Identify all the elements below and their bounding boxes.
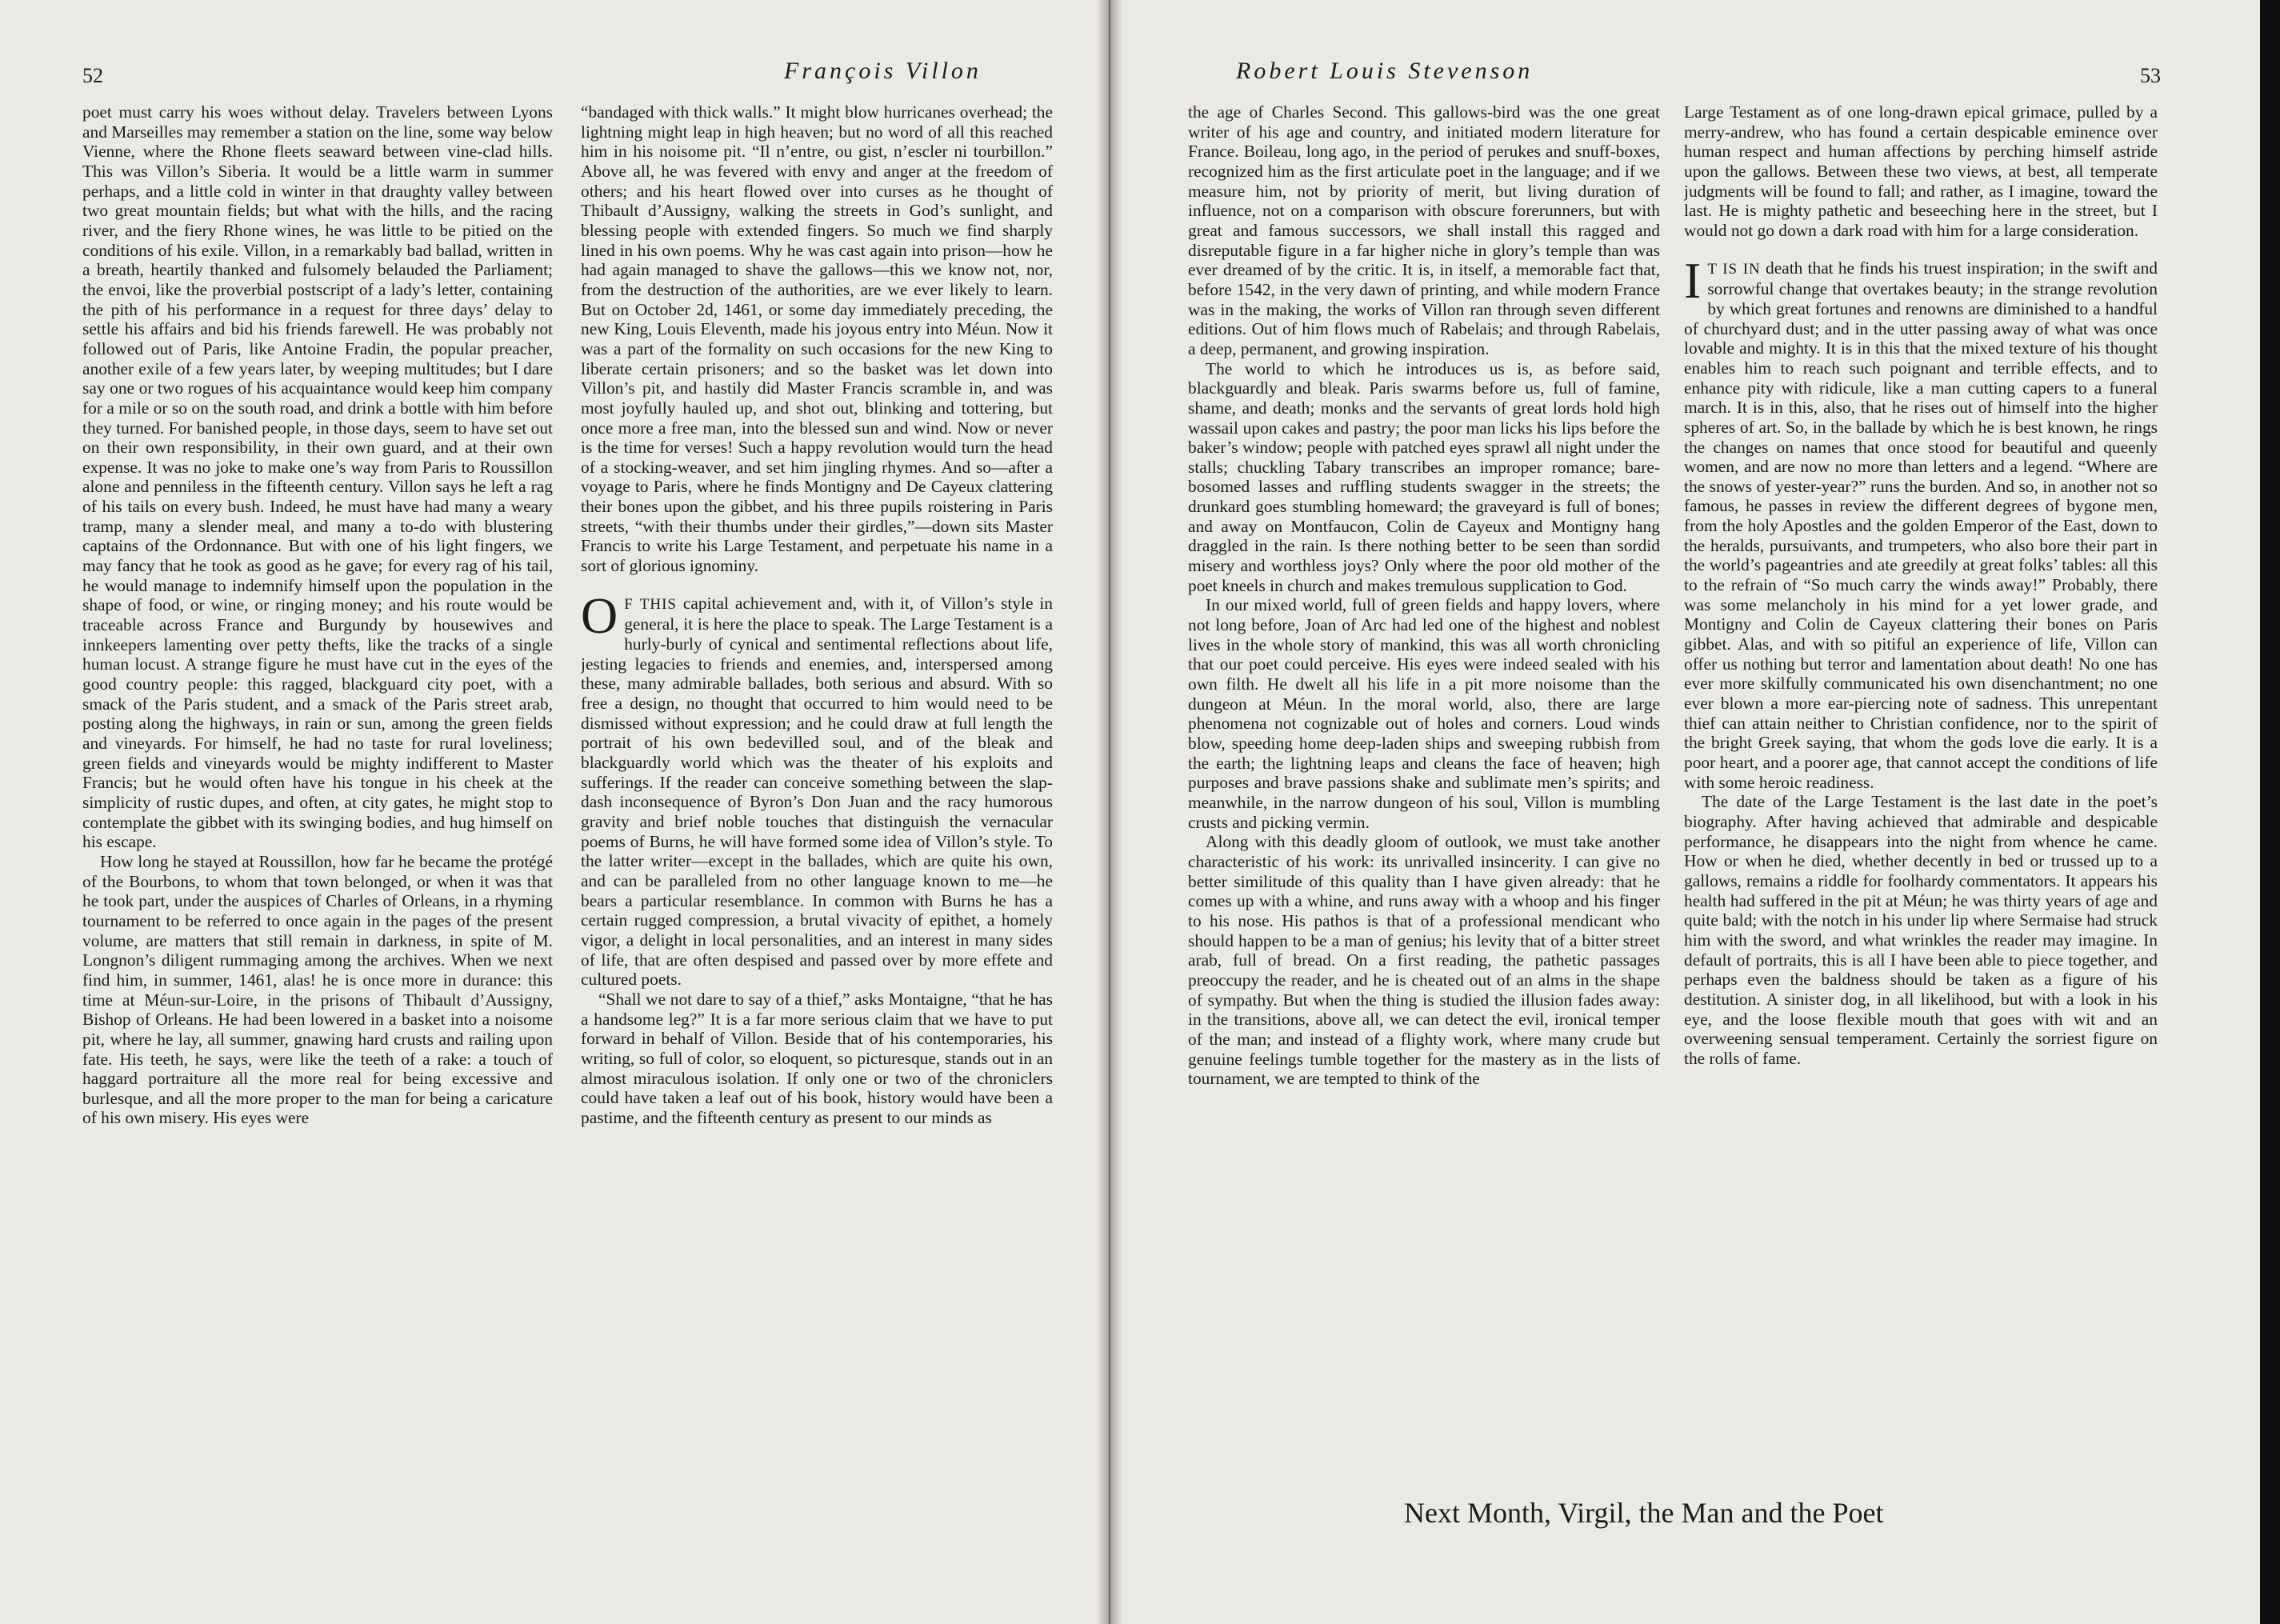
book-gutter — [1096, 0, 1123, 1624]
running-head-left: François Villon — [784, 58, 982, 84]
page-edge — [2260, 0, 2280, 1624]
next-month-notice: Next Month, Virgil, the Man and the Poet — [1404, 1497, 1884, 1529]
paragraph-text: death that he finds his truest inspiration; in the swift and sorrowful change that overtakes beauty; in the strange revolution by which great fortunes and renowns are diminished to a handful of churchyard dust; and in the utter passing away of what was once lovable and mighty. It is in this that the mixed texture of his thought enables him to reach such poignant and terrible effects, and to enhance pity with ridicule, like a man cutting capers to a funeral march. It is in this, also, that he rises out of himself into the higher spheres of art. So, in the ballade by which he is best known, he rings the changes on names that once stood for beautiful and queenly women, and are now no more than letters and a legend. “Where are the snows of yester-year?” runs the burden. And so, in another not so famous, he passes in review the different degrees of bygone men, from the holy Apostles and the golden Emperor of the East, down to the heralds, pursuivants, and trumpeters, who also bore their part in the world’s pageantries and ate greedily at great folks’ tables: all this to the refrain of “So much carry the winds away!” Probably, there was some melancholy in his mind for a yet lower grade, and Montigny and Colin de Cayeux clattering their bones on Paris gibbet. Alas, and with so pitiful an experience of life, Villon can offer us nothing but terror and lamentation about death! No one has ever more skilfully communicated his own disenchantment; no one ever blown a more ear-piercing note of sadness. This unrepentant thief can attain neither to Christian confidence, nor to the spirit of the bright Greek saying, that whom the gods love die early. It is a poor heart, and a poorer age, that cannot accept the conditions of life with some heroic readiness. — [1684, 258, 2158, 792]
paragraph: Along with this deadly gloom of outlook, we must take another characteristic of his work: its unrivalled insincerity. I can give no better similitude of this quality than I have given already: that he comes up with a whine, and runs away with a whoop and his finger to his nose. His pathos is that of a professional mendicant who should happen to be a man of genius; his levity that of a bitter street arab, full of bread. On a first reading, the pathetic passages preoccupy the reader, and he is cheated out of an alms in the shape of sympathy. But when the thing is studied the illusion fades away: in the transitions, above all, we can detect the evil, ironical temper of the man; and instead of a flighty work, where many crude but genuine feelings tumble together for the mastery as in the lists of tournament, we are tempted to think of the — [1188, 832, 1660, 1089]
paragraph-dropcap — [1684, 251, 2158, 793]
left-column-1 — [82, 102, 553, 1606]
right-page — [1108, 0, 2260, 1624]
paragraph: In our mixed world, full of green fields and happy lovers, where not long before, Joan of Arc had led one of the highest and noblest lives in the whole story of mankind, this was all worth chronicling that our poet could perceive. His eyes were indeed sealed with his own filth. He dwelt all his life in a pit more noisome than the dungeon at Méun. In the moral world, also, there are large phenomena not cognizable out of holes and corners. Loud winds blow, speeding home deep-laden ships and sweeping rubbish from the earth; the lightning leaps and cleans the face of heaven; high purposes and brave passions shake and sublimate men’s spirits; and meanwhile, in the narrow dungeon of his soul, Villon is mumbling crusts and picking vermin. — [1188, 595, 1660, 832]
paragraph: “bandaged with thick walls.” It might blow hurricanes overhead; the lightning might leap in high heaven; but no word of all this reached him in his noisome pit. “Il n’entre, ou gist, n’escler ni tourbillon.” Above all, he was fevered with envy and anger at the freedom of others; and his heart flowed over into curses as he thought of Thibault d’Aussigny, walking the streets in God’s sunlight, and blessing people with extended fingers. So much we find sharply lined in his own poems. Why he was cast again into prison—how he had again managed to shave the gallows—this we know not, nor, from the destruction of the authorities, are we ever likely to learn. But on October 2d, 1461, or some day immediately preceding, the new King, Louis Eleventh, made his joyous entry into Méun. Now it was a part of the formality on such occasions for the new King to liberate certain prisoners; and so the basket was let down into Villon’s pit, and hastily did Master Francis scramble in, and was most joyfully hauled up, and shot out, blinking and tottering, but once more a free man, into the blessed sun and wind. Now or never is the time for verses! Such a happy revolution would turn the head of a stocking-weaver, and set him jingling rhymes. And so—after a voyage to Paris, where he finds Montigny and De Cayeux clattering their bones upon the gibbet, and his three pupils roistering in Paris streets, “with their thumbs under their girdles,”—down sits Master Francis to write his Large Testament, and perpetuate his name in a sort of glorious ignominy. — [581, 102, 1053, 576]
page-number-left: 52 — [82, 64, 103, 87]
right-column-2 — [1684, 102, 2158, 1478]
paragraph: poet must carry his woes without delay. Travelers between Lyons and Marseilles may remember a station on the line, some way below Vienne, where the Rhone fleets seaward between vine-clad hills. This was Villon’s Siberia. It would be a little warm in summer perhaps, and a little cold in winter in that draughty valley between two great mountain fields; but what with the hills, and the racing river, and the fiery Rhone wines, he was little to be pitied on the conditions of his exile. Villon, in a remarkably bad ballad, written in a breath, heartily thanked and fulsomely belauded the Parliament; the envoi, like the proverbial postscript of a lady’s letter, containing the pith of his performance in a request for three days’ delay to settle his affairs and bid his friends farewell. He was probably not followed out of Paris, like Antoine Fradin, the popular preacher, another exile of a few years later, by weeping multitudes; but I dare say one or two rogues of his acquaintance would keep him company for a mile or so on the south road, and drink a bottle with him before they turned. For banished people, in those days, seem to have set out on their own responsibility, in their own guard, and at their own expense. It was no joke to make one’s way from Paris to Roussillon alone and penniless in the fifteenth century. Villon says he left a rag of his tails on every bush. Indeed, he must have had many a weary tramp, many a slender meal, and many a to-do with blustering captains of the Ordonnance. But with one of his light fingers, we may fancy that he took as good as he gave; for every rag of his tail, he would manage to indemnify himself upon the population in the shape of food, or wine, or ringing money; and his route would be traceable across France and Burgundy by housewives and innkeepers lamenting over petty thefts, like the tracks of a single human locust. A strange figure he must have cut in the eyes of the good country people: this ragged, blackguard city poet, with a smack of the Paris student, and a smack of the Paris street arab, posting along the highways, in rain or sun, among the green fields and vineyards. For himself, he had no taste for rural loveliness; green fields and vineyards would be mighty indifferent to Master Francis; but he would often have his tongue in his cheek at the simplicity of rustic dupes, and often, at city gates, he might stop to contemplate the gibbet with its swinging bodies, and hug himself on his escape. — [82, 102, 553, 852]
small-caps-lead: T IS IN — [1707, 260, 1761, 278]
small-caps-lead: F THIS — [624, 595, 677, 613]
paragraph: the age of Charles Second. This gallows-bird was the one great writer of his age and country, and initiated modern literature for France. Boileau, long ago, in the period of perukes and snuff-boxes, recognized him as the first articulate poet in the language; and if we measure him, not by priority of merit, but living duration of influence, not on a comparison with obscure forerunners, but with great and famous successors, we shall install this ragged and disreputable figure in a far higher niche in glory’s temple than was ever dreamed of by the critic. It is, in itself, a memorable fact that, before 1542, in the very dawn of printing, and while modern France was in the making, the works of Villon ran through seven different editions. Out of him flows much of Rabelais; and through Rabelais, a deep, permanent, and growing inspiration. — [1188, 102, 1660, 358]
paragraph: How long he stayed at Roussillon, how far he became the protégé of the Bourbons, to whom that town belonged, or when it was that he took part, under the auspices of Charles of Orleans, in a rhyming tournament to be referred to once again in the pages of the present volume, are matters that still remain in darkness, in spite of M. Longnon’s diligent rummaging among the archives. When we next find him, in summer, 1461, alas! he is once more in durance: this time at Méun-sur-Loire, in the prisons of Thibault d’Aussigny, Bishop of Orleans. He had been lowered in a basket into a noisome pit, where he lay, all summer, gnawing hard crusts and railing upon fate. His teeth, he says, were like the teeth of a rake: a touch of haggard portraiture all the more real for being excessive and burlesque, and all the more proper to the man for being a caricature of his own misery. His eyes were — [82, 851, 553, 1128]
paragraph-dropcap — [581, 586, 1053, 990]
drop-cap: O — [581, 586, 618, 644]
left-page — [0, 0, 1108, 1624]
left-column-2 — [581, 102, 1053, 1606]
drop-cap: I — [1684, 251, 1702, 309]
running-head-right: Robert Louis Stevenson — [1236, 58, 1534, 84]
paragraph: Large Testament as of one long-drawn epical grimace, pulled by a merry-andrew, who has found a certain despicable eminence over human respect and human affections by perching himself astride upon the gallows. Between these two views, at best, all temperate judgments will be found to fall; and rather, as I imagine, toward the last. He is mighty pathetic and beseeching here in the street, but I would not go down a dark road with him for a large consideration. — [1684, 102, 2158, 240]
page-number-right: 53 — [2140, 64, 2161, 87]
right-column-1 — [1188, 102, 1660, 1606]
paragraph-text: capital achievement and, with it, of Villon’s style in general, it is here the place to speak. The Large Testament is a hurly-burly of cynical and sentimental reflections about life, jesting legacies to friends and enemies, and, interspersed among these, many admirable ballades, both serious and absurd. With so free a design, no thought that occurred to him would need to be dismissed without expression; and he could draw at full length the portrait of his own bedevilled soul, and of the bleak and blackguardly world which was the theater of his exploits and sufferings. If the reader can conceive something between the slap-dash inconsequence of Byron’s Don Juan and the racy humorous gravity and brief noble touches that distinguish the vernacular poems of Burns, he will have formed some idea of Villon’s style. To the latter writer—except in the ballades, which are quite his own, and can be paralleled from no other language known to me—he bears a particular resemblance. In common with Burns he has a certain rugged compression, a brutal vivacity of epithet, a homely vigor, a delight in local personalities, and an interest in many sides of life, that are often despised and passed over by more effete and cultured poets. — [581, 593, 1053, 990]
paragraph: The date of the Large Testament is the last date in the poet’s biography. After having achieved that admirable and despicable performance, he disappears into the night from whence he came. How or when he died, whether decently in bed or trussed up to a gallows, remains a riddle for foolhardy commentators. It appears his health had suffered in the pit at Méun; he was thirty years of age and quite bald; with the notch in his under lip where Sermaise had struck him with the sword, and what wrinkles the reader may imagine. In default of portraits, this is all I have been able to piece together, and perhaps even the baldness should be taken as a figure of his destitution. A sinister dog, in all likelihood, but with a look in his eye, and the loose flexible mouth that goes with wit and an overweening sensual temperament. Certainly the sorriest figure on the rolls of fame. — [1684, 792, 2158, 1068]
paragraph: “Shall we not dare to say of a thief,” asks Montaigne, “that he has a handsome leg?” It is a far more serious claim that we have to put forward in behalf of Villon. Beside that of his contemporaries, his writing, so full of color, so eloquent, so picturesque, stands out in an almost miraculous isolation. If only one or two of the chroniclers could have taken a leaf out of his book, history would have been a pastime, and the fifteenth century as present to our minds as — [581, 989, 1053, 1127]
paragraph: The world to which he introduces us is, as before said, blackguardly and bleak. Paris swarms before us, full of famine, shame, and death; monks and the servants of great lords hold high wassail upon cakes and pastry; the poor man licks his lips before the baker’s window; people with patched eyes sprawl all night under the stalls; chuckling Tabary transcribes an improper romance; bare-bosomed lasses and ruffling students swagger in the streets; the drunkard goes stumbling homeward; the graveyard is full of bones; and away on Montfaucon, Colin de Cayeux and Montigny hang draggled in the rain. Is there nothing better to be seen than sordid misery and worthless joys? Only where the poor old mother of the poet kneels in church and makes tremulous supplication to God. — [1188, 358, 1660, 595]
